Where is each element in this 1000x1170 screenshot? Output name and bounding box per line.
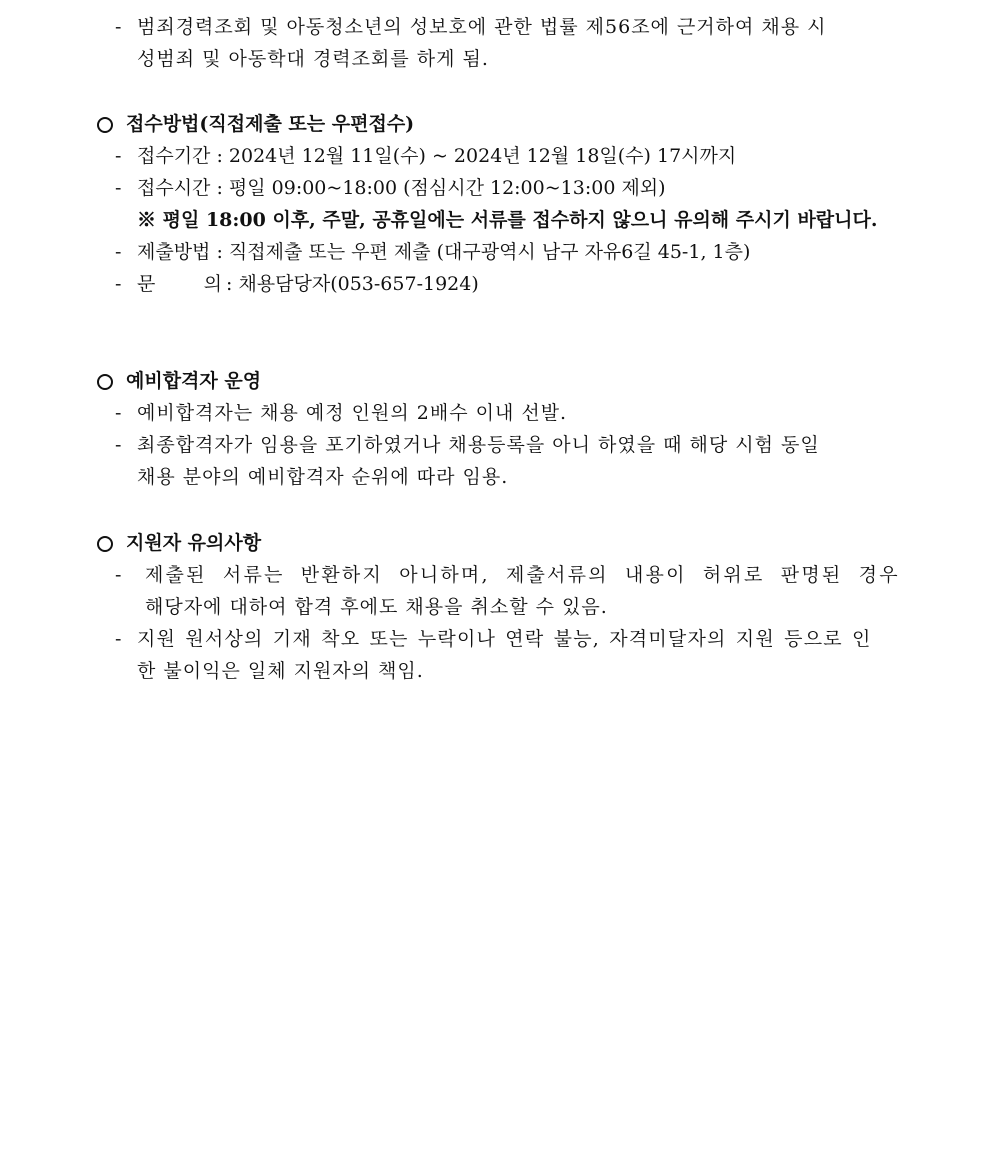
notes-item2-line1: 지원 원서상의 기재 착오 또는 누락이나 연락 불능, 자격미달자의 지원 등으로 인 (137, 628, 872, 650)
list-dash: - (115, 145, 122, 167)
list-dash: - (115, 241, 122, 263)
notes-heading: 지원자 유의사항 (126, 532, 262, 554)
application-method: 제출방법 : 직접제출 또는 우편 제출 (대구광역시 남구 자유6길 45-1, 1층) (137, 241, 751, 263)
reserve-heading: 예비합격자 운영 (126, 370, 262, 392)
inquiry-label: 문 의 (137, 273, 223, 295)
circle-bullet-icon (97, 117, 113, 133)
list-dash: - (115, 434, 122, 456)
notes-item2-line2: 한 불이익은 일체 지원자의 책임. (137, 660, 424, 682)
list-dash: - (115, 273, 122, 295)
inquiry-value: : 채용담당자(053-657-1924) (226, 273, 479, 295)
reserve-item1: 예비합격자는 채용 예정 인원의 2배수 이내 선발. (137, 402, 568, 424)
list-dash: - (115, 177, 122, 199)
application-notice: ※ 평일 18:00 이후, 주말, 공휴일에는 서류를 접수하지 않으니 유의해 주시기 바랍니다. (137, 209, 878, 231)
application-period: 접수기간 : 2024년 12월 11일(수) ~ 2024년 12월 18일(수) 17시까지 (137, 145, 737, 167)
notes-item1-line2: 해당자에 대하여 합격 후에도 채용을 취소할 수 있음. (145, 596, 608, 618)
criminal-check-text-line1: 범죄경력조회 및 아동청소년의 성보호에 관한 법률 제56조에 근거하여 채용 시 (137, 16, 827, 38)
list-dash: - (115, 564, 122, 586)
reserve-item2-line2: 채용 분야의 예비합격자 순위에 따라 임용. (137, 466, 509, 488)
criminal-check-text-line2: 성범죄 및 아동학대 경력조회를 하게 됨. (137, 48, 489, 70)
reserve-item2-line1: 최종합격자가 임용을 포기하였거나 채용등록을 아니 하였을 때 해당 시험 동일 (137, 434, 820, 456)
list-dash: - (115, 402, 122, 424)
application-heading: 접수방법(직접제출 또는 우편접수) (126, 113, 415, 135)
list-dash: - (115, 628, 122, 650)
application-hours: 접수시간 : 평일 09:00~18:00 (점심시간 12:00~13:00 제외) (137, 177, 666, 199)
notes-item1-line1: 제출된 서류는 반환하지 아니하며, 제출서류의 내용이 허위로 판명된 경우 (145, 564, 900, 586)
circle-bullet-icon (97, 374, 113, 390)
list-dash: - (115, 16, 122, 38)
circle-bullet-icon (97, 536, 113, 552)
